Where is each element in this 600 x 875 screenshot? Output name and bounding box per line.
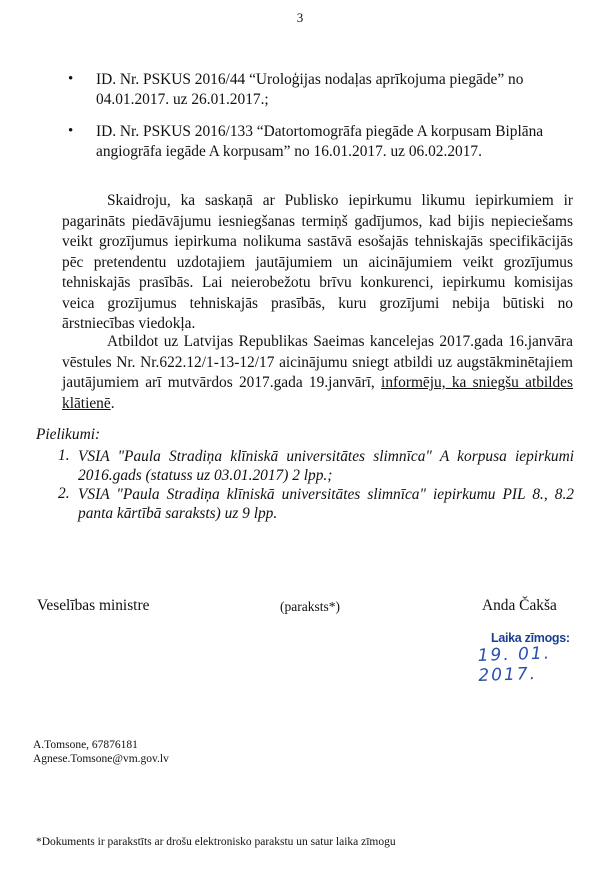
attachment-number: 1. <box>58 447 70 464</box>
signatory-name: Anda Čakša <box>482 597 557 614</box>
paragraph-response-main: Atbildot uz Latvijas Republikas Saeimas kancelejas 2017.gada 16.janvāra vēstules Nr. Nr.622.12/1-13-12/17 aicinājumu sniegt atbildi uz augstākminētajiem jautājumiem arī mutvārdos 2017.gada 19.janvārī, <box>62 333 573 391</box>
signature-placeholder: (paraksts*) <box>280 599 340 614</box>
page-number: 3 <box>296 10 304 25</box>
attachment-item-2: VSIA "Paula Stradiņa klīniskā universitātes slimnīca" iepirkumu PIL 8., 8.2 panta kārtībā saraksts) uz 9 lpp. <box>78 486 574 522</box>
paragraph-response <box>62 332 573 414</box>
paragraph-explanation: Skaidroju, ka saskaņā ar Publisko iepirkumu likumu iepirkumiem ir pagarināts piedāvājumu iesniegšanas termiņš gadījumos, kad bijis nepieciešams veikt grozījumus iepirkuma nolikuma sastāvā esošajās tehniskajās specifikācijās pēc pretendentu uzdotajiem jautājumiem un aicinājumiem veikt grozījumus tehniskajās prasībās. Lai neierobežotu brīvu konkurenci, iepirkumu komisijas veica grozījumus tehniskajās prasībās, kuru grozījumi nebija būtiski no ārstniecības viedokļa. <box>62 192 573 332</box>
paragraph-response-end: . <box>110 394 115 412</box>
bullet-marker: • <box>68 123 74 139</box>
attachments-heading: Pielikumi: <box>36 426 101 443</box>
timestamp-handwritten-date: 19. 01. 2017. <box>477 643 552 686</box>
footer-note: *Dokuments ir parakstīts ar drošu elektronisko parakstu un satur laika zīmogu <box>36 836 396 848</box>
bullet-marker: • <box>68 71 74 87</box>
contact-name-phone: A.Tomsone, 67876181 <box>33 739 138 751</box>
paragraph-response-underlined: informēju, ka sniegšu atbildes klātienē <box>62 374 573 412</box>
bullet-item-procurement-2016-44: ID. Nr. PSKUS 2016/44 “Uroloģijas nodaļas aprīkojuma piegāde” no 04.01.2017. uz 26.01.2017.; <box>96 71 524 108</box>
attachment-number: 2. <box>58 485 70 502</box>
timestamp-label: Laika zīmogs: <box>491 631 570 645</box>
signatory-title: Veselības ministre <box>37 597 150 614</box>
attachment-item-1: VSIA "Paula Stradiņa klīniskā universitātes slimnīca" A korpusa iepirkumi 2016.gads (statuss uz 03.01.2017) 2 lpp.; <box>78 448 574 484</box>
contact-email: Agnese.Tomsone@vm.gov.lv <box>33 753 169 765</box>
bullet-item-procurement-2016-133: ID. Nr. PSKUS 2016/133 “Datortomogrāfa piegāde A korpusam Biplāna angiogrāfa iegāde A korpusam” no 16.01.2017. uz 06.02.2017. <box>96 123 544 160</box>
